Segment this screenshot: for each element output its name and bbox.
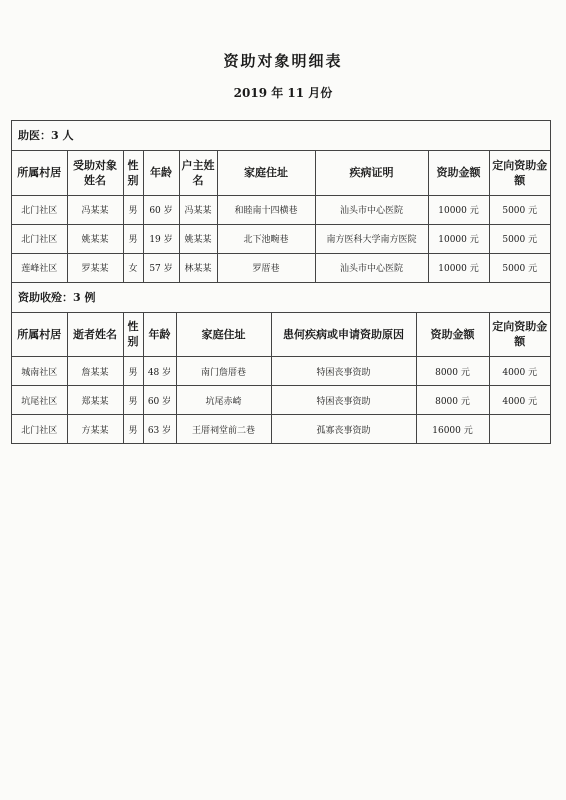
table-cell: 19 岁 [143, 224, 179, 253]
column-header: 家庭住址 [176, 313, 271, 357]
table-cell: 北门社区 [12, 195, 67, 224]
column-header: 所属村居 [12, 151, 67, 195]
table-row [12, 415, 550, 444]
section-label-medical: 助医：3 人 [12, 121, 550, 151]
table-cell: 10000 元 [428, 253, 489, 282]
column-header: 受助对象姓名 [67, 151, 123, 195]
table-cell: 坑尾社区 [12, 386, 67, 415]
column-header: 定向资助金额 [489, 151, 550, 195]
table-cell: 60 岁 [143, 386, 176, 415]
table-cell: 男 [123, 195, 143, 224]
column-header: 性别 [123, 313, 143, 357]
table-cell: 方某某 [67, 415, 123, 444]
table-cell: 8000 元 [416, 357, 489, 386]
table-cell: 林某某 [179, 253, 217, 282]
table-cell: 男 [123, 224, 143, 253]
table-cell: 男 [123, 415, 143, 444]
table-cell: 王厝祠堂前二巷 [176, 415, 271, 444]
table-cell: 10000 元 [428, 195, 489, 224]
column-header: 定向资助金额 [489, 313, 550, 357]
column-header: 家庭住址 [217, 151, 315, 195]
medical-table [12, 151, 550, 283]
table-header-row [12, 151, 550, 195]
table-cell: 女 [123, 253, 143, 282]
table-cell: 罗厝巷 [217, 253, 315, 282]
column-header: 性别 [123, 151, 143, 195]
table-cell: 郑某某 [67, 386, 123, 415]
page-subtitle: 2019 年 11 月份 [233, 86, 333, 100]
funeral-table [12, 313, 550, 445]
table-cell: 4000 元 [489, 386, 550, 415]
page-title: 资助对象明细表 [223, 52, 343, 70]
table-cell: 特困丧事资助 [271, 357, 416, 386]
table-cell: 北门社区 [12, 415, 67, 444]
table-cell: 汕头市中心医院 [315, 195, 428, 224]
table-cell: 城南社区 [12, 357, 67, 386]
table-cell: 冯某某 [67, 195, 123, 224]
column-header: 年龄 [143, 313, 176, 357]
table-cell: 北门社区 [12, 224, 67, 253]
table-cell: 57 岁 [143, 253, 179, 282]
column-header: 资助金额 [428, 151, 489, 195]
table-header-row [12, 313, 550, 357]
table-cell: 南方医科大学南方医院 [315, 224, 428, 253]
table-cell: 南门詹厝巷 [176, 357, 271, 386]
table-cell: 5000 元 [489, 195, 550, 224]
table-cell: 60 岁 [143, 195, 179, 224]
table-cell: 48 岁 [143, 357, 176, 386]
table-cell: 8000 元 [416, 386, 489, 415]
table-cell: 姚某某 [179, 224, 217, 253]
column-header: 逝者姓名 [67, 313, 123, 357]
table-cell: 汕头市中心医院 [315, 253, 428, 282]
table-cell: 罗某某 [67, 253, 123, 282]
table-cell: 男 [123, 386, 143, 415]
table-cell: 10000 元 [428, 224, 489, 253]
column-header: 疾病证明 [315, 151, 428, 195]
table-row [12, 357, 550, 386]
table-cell: 5000 元 [489, 224, 550, 253]
table-cell [489, 415, 550, 444]
table-cell: 4000 元 [489, 357, 550, 386]
column-header: 资助金额 [416, 313, 489, 357]
table-row [12, 386, 550, 415]
column-header: 年龄 [143, 151, 179, 195]
detail-table [11, 120, 551, 444]
table-cell: 姚某某 [67, 224, 123, 253]
table-cell: 冯某某 [179, 195, 217, 224]
table-row [12, 253, 550, 282]
table-cell: 北下池畹巷 [217, 224, 315, 253]
table-cell: 男 [123, 357, 143, 386]
table-cell: 莲峰社区 [12, 253, 67, 282]
table-cell: 16000 元 [416, 415, 489, 444]
table-row [12, 224, 550, 253]
table-cell: 孤寡丧事资助 [271, 415, 416, 444]
table-cell: 詹某某 [67, 357, 123, 386]
section-label-funeral: 资助收殓：3 例 [12, 283, 550, 313]
table-cell: 63 岁 [143, 415, 176, 444]
table-row [12, 195, 550, 224]
column-header: 所属村居 [12, 313, 67, 357]
column-header: 患何疾病或申请资助原因 [271, 313, 416, 357]
table-cell: 和睦南十四横巷 [217, 195, 315, 224]
table-cell: 坑尾赤崎 [176, 386, 271, 415]
table-cell: 特困丧事资助 [271, 386, 416, 415]
column-header: 户主姓名 [179, 151, 217, 195]
table-cell: 5000 元 [489, 253, 550, 282]
